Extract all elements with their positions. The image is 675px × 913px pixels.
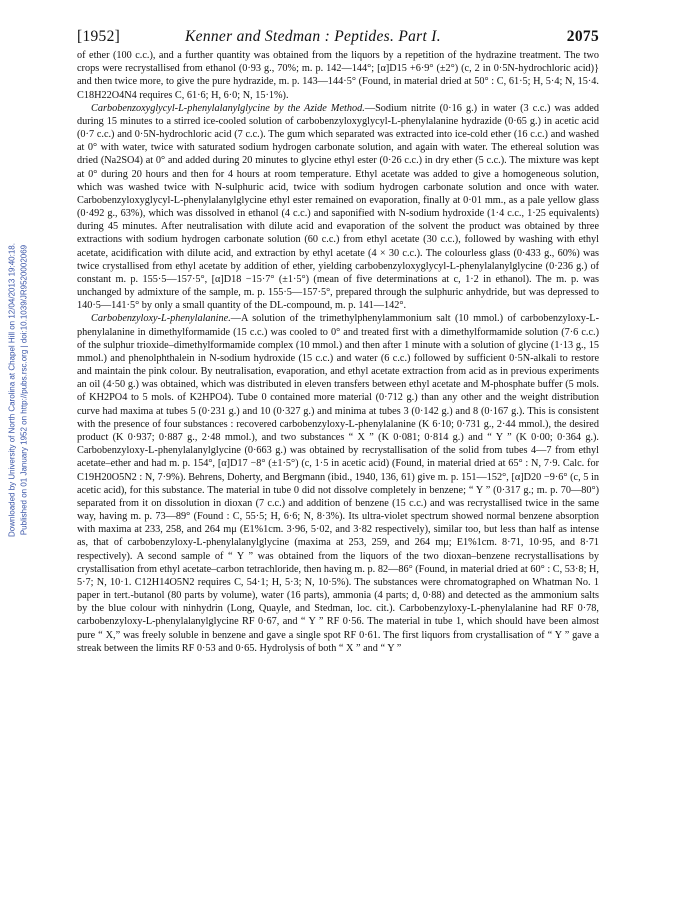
paragraph-hydrazide	[77, 49, 599, 102]
running-header	[77, 20, 599, 50]
paragraph-text: —A solution of the trimethylphenylammonium salt (10 mmol.) of carbobenzyloxy-L-phenylalanine in dimethylformamide (15 c.c.) was cooled to 0° and treated first with a dimethylformamide solution (7·6 c.c.) of the sulphur trioxide–dimethylformamide complex (10 mmol.) and then after 1 minute with a solution of glycine (1·13 g., 15 mmol.) and phenolphthalein in N-sodium hydroxide (15 c.c.) and water (6 c.c.) followed by sufficient 0·5N-alkali to restore and maintain the pink colour. By neutralisation, evaporation, and ethyl acetate extraction from acid as in previous experiments an oil (4·50 g.) was obtained, which was distributed in eleven transfers between ethyl acetate and M-phosphate buffer (5 mols. of KH2PO4 to 5 mols. of K2HPO4). Tube 0 contained more material (0·712 g.) than any other and the weight distribution curve had maxima at tubes 5 (0·231 g.) and 10 (0·327 g.) and minima at tubes 3 (0·142 g.) and 8 (0·167 g.). This is consistent with the presence of four substances : recovered carbobenzyloxy-L-phenylalanine (K 6·10; 0·731 g., 2·44 mmol.), the desired product (K 0·937; 0·887 g., 2·48 mmol.), and two substances “ X ” (K 0·081; 0·814 g.) and “ Y ” (K 0·00; 0·364 g.). Carbobenzyloxy-L-phenylalanylglycine (0·663 g.) was obtained by recrystallisation of the solid from tubes 4—7 from ethyl acetate–ether and had m. p. 154°, [α]D17 −8° (±1·5°) (c, 1·5 in acetic acid) (Found, in material dried at 65° : N, 7·9. Calc. for C19H20O5N2 : N, 7·9%). Behrens, Doherty, and Bergmann (ibid., 1940, 136, 61) give m. p. 151—152°, [α]D20 −9·6° (c, 5 in acetic acid), for this substance. The material in tube 0 did not dissolve completely in benzene; “ Y ” (0·317 g.; m. p. 70—80°) separated from it on dissolution in dioxan (7 c.c.) and addition of benzene (15 c.c.) and was recrystallised twice in the same way, having m. p. 73—89° (Found : C, 55·5; H, 6·6; N, 8·3%). Its ultra-violet spectrum showed normal benzene absorption with maxima at 233, 258, and 264 mμ (E1%1cm. 3·96, 5·02, and 3·82 respectively), similar too, but less than half as intense as, that of carbobenzyloxy-L-phenylalanylglycine (maxima at 253, 259, and 264 mμ; E1%1cm. 8·71, 10·95, and 8·71 respectively). A second sample of “ Y ” was obtained from the liquors of the two dioxan–benzene recrystallisations by crystallisation from ethyl acetate–carbon tetrachloride, then having m. p. 82—86° (Found, in material dried at 60° : C, 53·8; H, 5·7; N, 10·1. C12H14O5N2 requires C, 54·1; H, 5·3; N, 10·5%). The substances were chromatographed on Whatman No. 1 paper in tert.-butanol (80 parts by volume), water (16 parts), ammonia (4 parts; d, 0·88) and detected as the ammonium salts by the blue colour with ninhydrin (Long, Quayle, and Stedman, loc. cit.). Carbobenzyloxy-L-phenylalanine had RF 0·78, carbobenzyloxy-L-phenylalanylglycine RF 0·67, and “ Y ” RF 0·56. The material in tube 1, which should have been almost pure “ X,” was freely soluble in benzene and gave a single spot RF 0·61. The first liquors from crystallisation of “ Y ” gave a streak between the limits RF 0·53 and 0·65. Hydrolysis of both “ X ” and “ Y ”	[77, 313, 599, 654]
header-page-number: 2075	[566, 28, 599, 45]
paragraph-text: of ether (100 c.c.), and a further quantity was obtained from the liquors by a repetition of the hydrazine treatment. The two crops were recrystallised from ethanol (0·93 g., 70%; m. p. 142—144°; [α]D15 +6·9° (±2°) (c, 2 in 0·5N-hydrochloric acid)} and then twice more, to give the pure hydrazide, m. p. 143—144·5° (Found, in material dried at 50° : C, 61·5; H, 5·4; N, 15·4. C18H22O4N4 requires C, 61·6; H, 6·0; N, 15·1%).	[77, 50, 599, 101]
side-note-published[interactable]: Published on 01 January 1952 on http://pubs.rsc.org | doi:10.1039/JR9520002069	[19, 244, 29, 536]
article-body	[77, 49, 599, 655]
paragraph-lead-title: Carbobenzyloxy-L-phenylalanine.	[91, 313, 231, 325]
header-running-title: Kenner and Stedman : Peptides. Part I.	[185, 28, 441, 45]
header-year: [1952]	[77, 28, 121, 45]
side-margin-notes	[0, 100, 40, 680]
paragraph-lead-title: Carbobenzoxyglycyl-L-phenylalanylglycine by the Azide Method.	[91, 102, 365, 114]
side-note-downloaded[interactable]: Downloaded by University of North Carolina at Chapel Hill on 12/04/2013 19:40:18.	[7, 243, 17, 537]
paragraph-phenylalanine	[77, 312, 599, 654]
paragraph-text: —Sodium nitrite (0·16 g.) in water (3 c.c.) was added during 15 minutes to a stirred ice-cooled solution of carbobenzyloxyglycyl-L-phenylalanine hydrazide (0·65 g.) in acetic acid (0·7 c.c.) and 0·5N-hydrochloric acid (7 c.c.). The gum which separated was extracted into ice-cold ether (16 c.c.) and washed at 0° with water, twice with saturated sodium hydrogen carbonate solution, and again with water. The ethereal solution was dried (Na2SO4) at 0° and added during 20 minutes to glycine ethyl ester (0·26 c.c.) in dry ether (5 c.c.). The mixture was kept at 0° during 20 hours and then for 4 hours at room temperature. Ethyl acetate was added to give a homogeneous solution, which was washed twice with N-sulphuric acid, twice with sodium hydrogen carbonate solution and once with water. Carbobenzyloxyglycyl-L-phenylalanylglycine ethyl ester remained on evaporation, finally at 0·01 mm., as a pale yellow glass (0·492 g., 63%), which was dissolved in ethanol (4 c.c.) and saponified with N-sodium hydroxide (1·4 c.c., 1·25 equivalents) during 45 minutes. After neutralisation with dilute acid and evaporation of the solvent the product was obtained by three extractions with sodium hydrogen carbonate solution (60 c.c.) from ethyl acetate (30 c.c.), followed by washing with ethyl acetate, acidification with dilute acid, and extraction by ethyl acetate (4 × 30 c.c.). The colourless glass (0·433 g., 60%) was twice crystallised from ethyl acetate by addition of ether, yielding carbobenzyloxyglycyl-L-phenylalanylglycine (0·236 g.) of constant m. p. 155·5—157·5°, [α]D18 −15·7° (±1·5°) (mean of five determinations at c, 1·2 in ethanol). The m. p. was unchanged by admixture of the sample, m. p. 155·5—157·5°, prepared through the sulphuric anhydride, but was depressed to 140·5—141·5° by only a small quantity of the DL-compound, m. p. 141—142°.	[77, 102, 599, 312]
paragraph-azide-method	[77, 102, 599, 313]
